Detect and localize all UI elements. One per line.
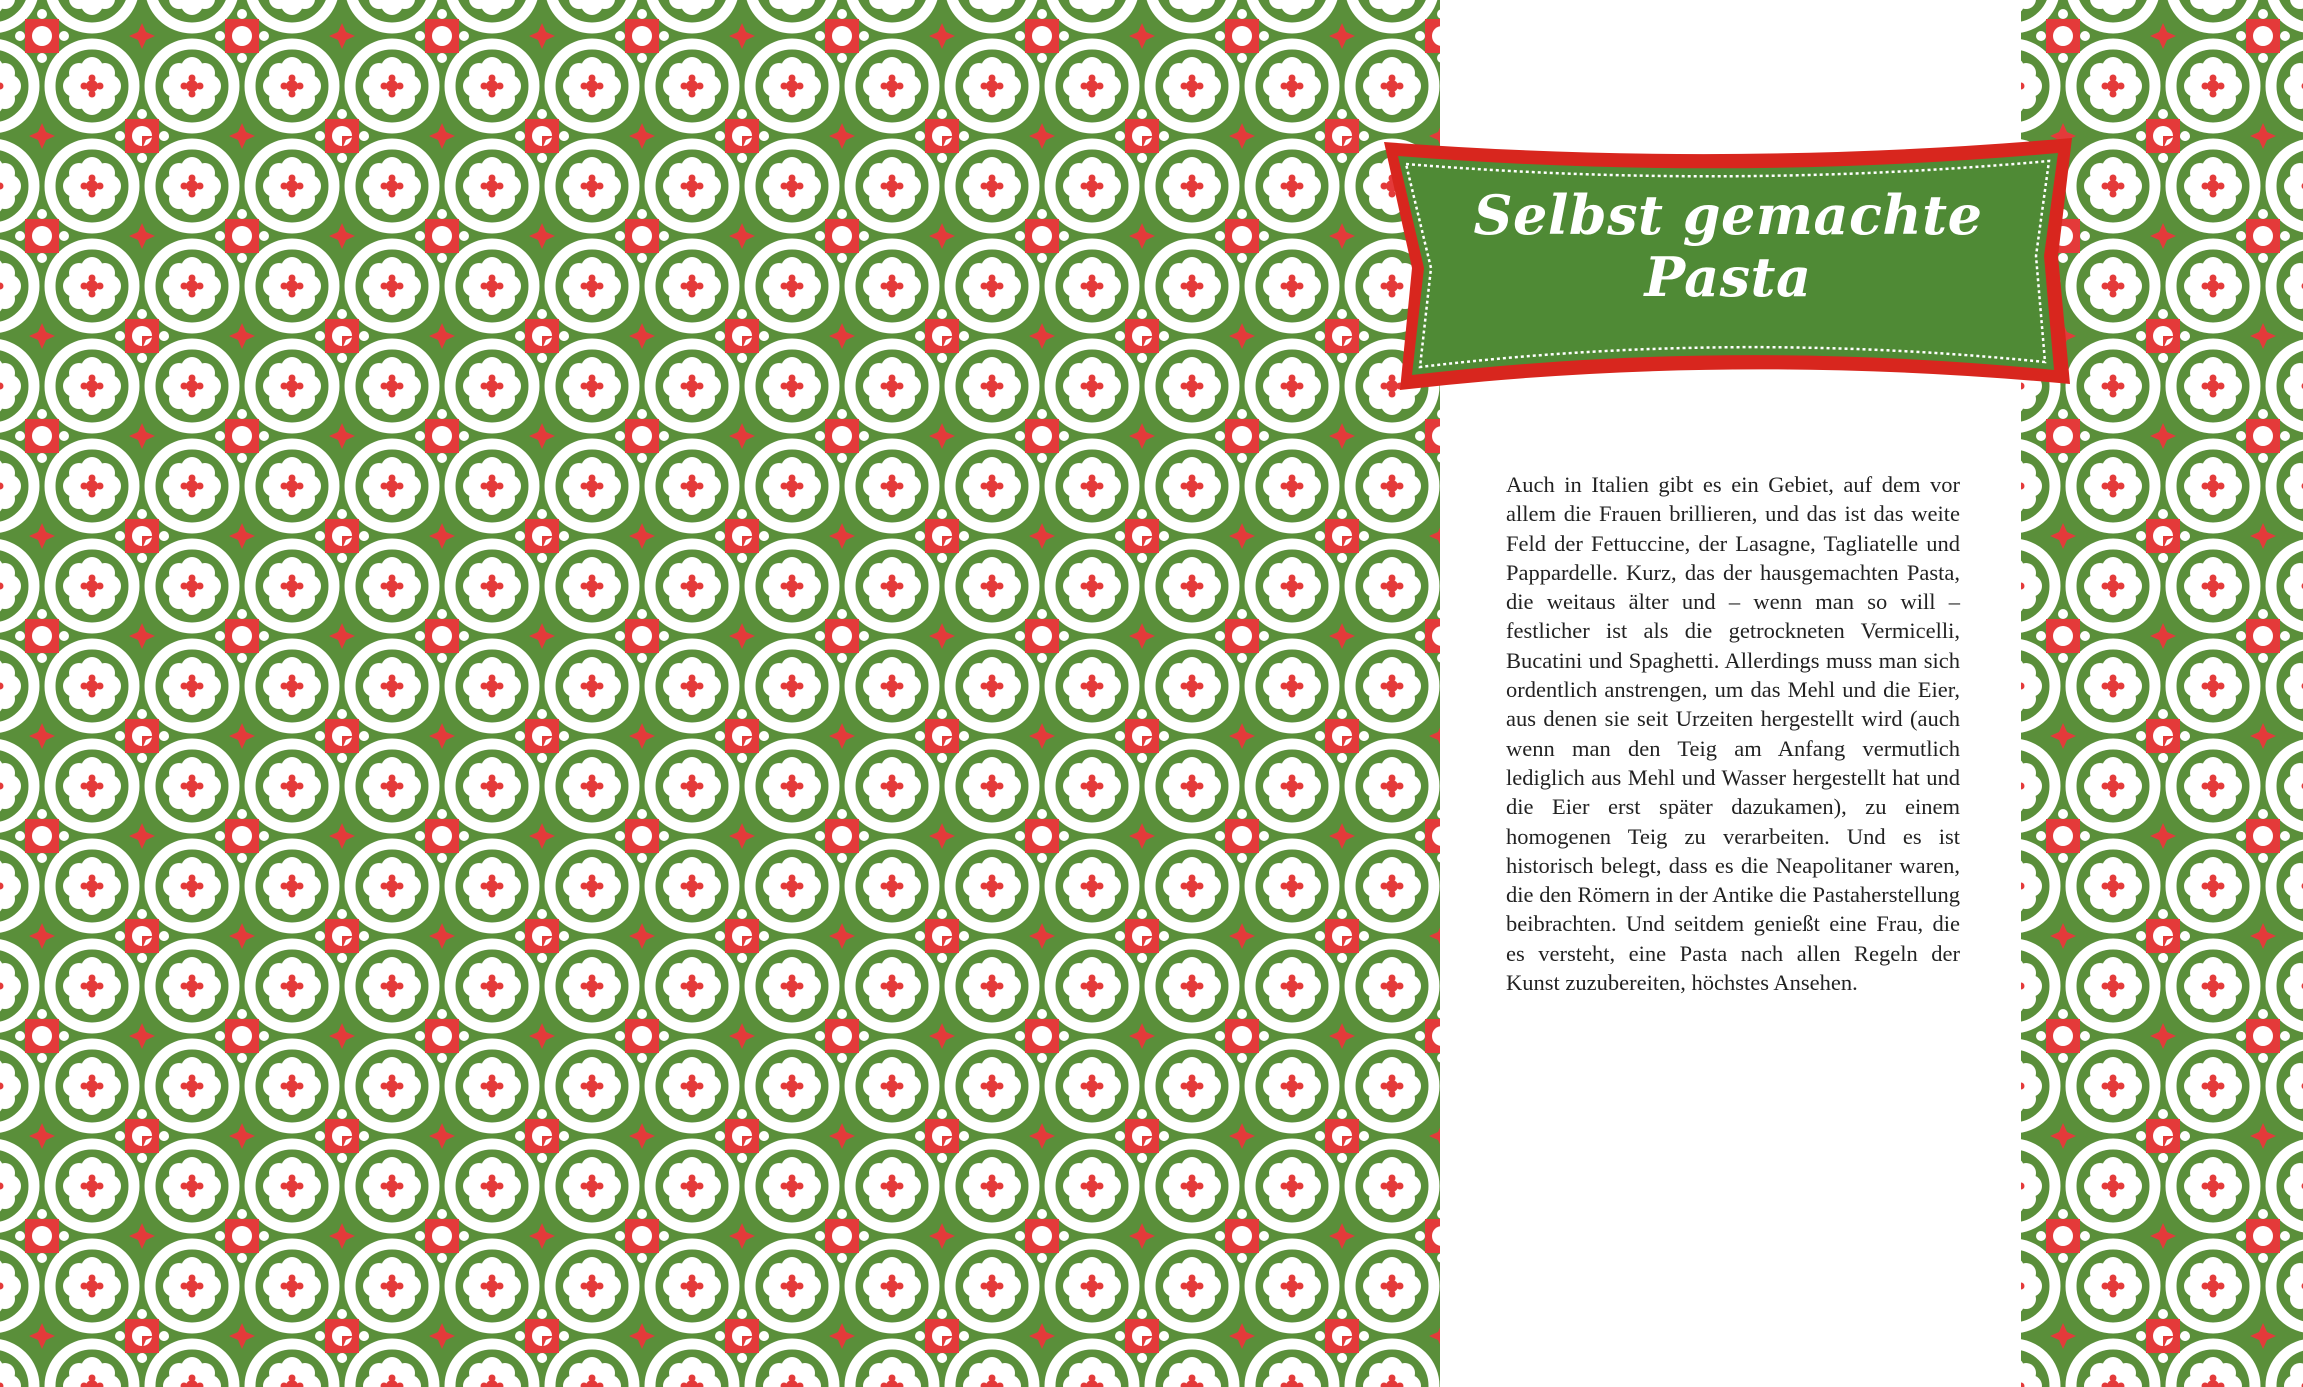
page-title: Selbst gemachte Pasta: [1473, 183, 1983, 309]
title-banner: [1378, 128, 2078, 398]
body-paragraph: Auch in Italien gibt es ein Gebiet, auf dem vor allem die Frauen brillieren, und das ist das weite Feld der Fettuccine, der Lasagne, Tagliatelle und Pappardelle. Kurz, das der hausgemachten Pasta, die weitaus älter und – wenn man so will – festlicher ist als die getrockneten Vermicelli, Bucatini und Spaghetti. Allerdings muss man sich ordentlich anstrengen, um das Mehl und die Eier, aus denen sie seit Urzeiten hergestellt wird (auch wenn man den Teig am Anfang vermutlich lediglich aus Mehl und Wasser hergestellt hat und die Eier erst später dazukamen), zu einem homogenen Teig zu verarbeiten. Und es ist historisch belegt, dass es die Neapolitaner waren, die den Römern in der Antike die Pastaherstellung beibrachten. Und seitdem genießt eine Frau, die es versteht, eine Pasta nach allen Regeln der Kunst zuzubereiten, höchstes Ansehen.: [1506, 472, 1960, 996]
